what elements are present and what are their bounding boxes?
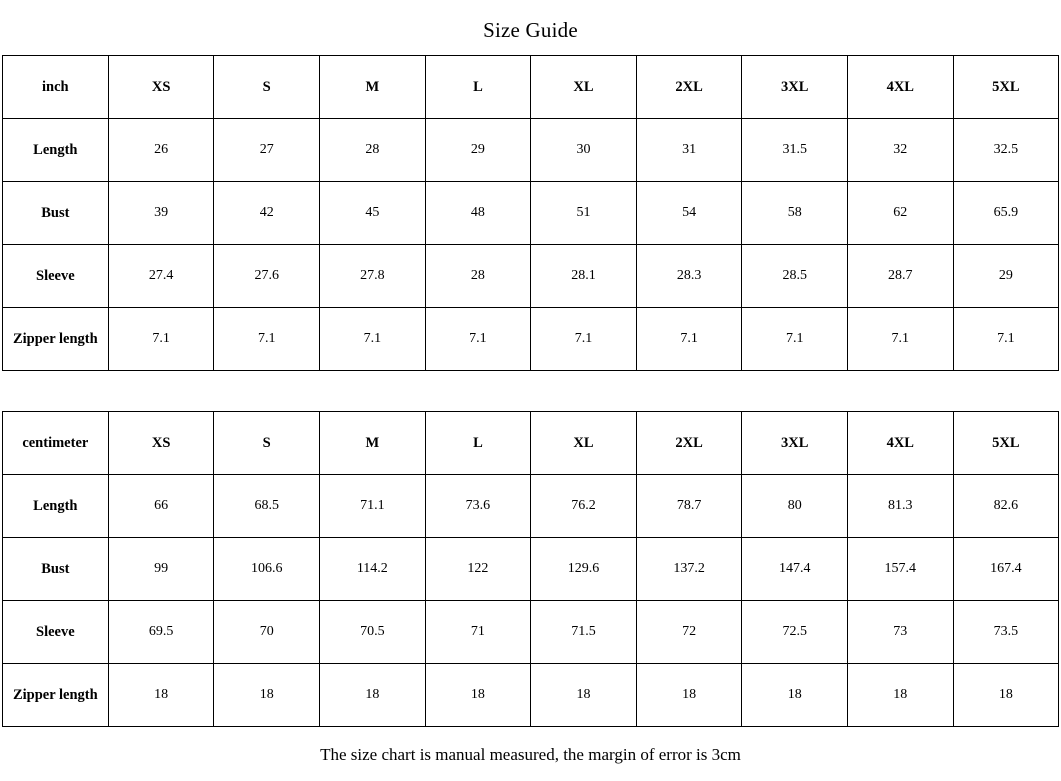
cell-value: 7.1 [636, 308, 742, 371]
cell-value: 27 [214, 119, 320, 182]
size-header-xl: XL [531, 56, 637, 119]
size-header-4xl: 4XL [847, 56, 953, 119]
cell-value: 7.1 [214, 308, 320, 371]
cell-value: 32.5 [953, 119, 1059, 182]
cell-value: 68.5 [214, 475, 320, 538]
table-separator [0, 371, 1061, 411]
cell-value: 66 [108, 475, 214, 538]
size-table-centimeter [2, 411, 1059, 727]
cell-value: 29 [425, 119, 531, 182]
table-row [2, 119, 1058, 182]
cell-value: 7.1 [108, 308, 214, 371]
cell-value: 45 [320, 182, 426, 245]
cell-value: 48 [425, 182, 531, 245]
cell-value: 76.2 [531, 475, 637, 538]
table-header-row [2, 412, 1058, 475]
cell-value: 69.5 [108, 601, 214, 664]
row-label-sleeve: Sleeve [2, 601, 108, 664]
cell-value: 7.1 [742, 308, 848, 371]
row-label-zipper-length: Zipper length [2, 664, 108, 727]
row-label-bust: Bust [2, 538, 108, 601]
measurement-disclaimer: The size chart is manual measured, the margin of error is 3cm [320, 745, 741, 764]
page-title: Size Guide [483, 18, 578, 42]
cell-value: 28.1 [531, 245, 637, 308]
cell-value: 147.4 [742, 538, 848, 601]
size-header-l: L [425, 56, 531, 119]
table-row [2, 245, 1058, 308]
cell-value: 122 [425, 538, 531, 601]
cell-value: 18 [531, 664, 637, 727]
cell-value: 18 [636, 664, 742, 727]
size-header-3xl: 3XL [742, 412, 848, 475]
cell-value: 7.1 [953, 308, 1059, 371]
cell-value: 18 [953, 664, 1059, 727]
cell-value: 28.5 [742, 245, 848, 308]
size-header-5xl: 5XL [953, 56, 1059, 119]
size-header-2xl: 2XL [636, 56, 742, 119]
row-label-length: Length [2, 119, 108, 182]
table-row [2, 182, 1058, 245]
cell-value: 7.1 [320, 308, 426, 371]
cell-value: 82.6 [953, 475, 1059, 538]
table-header-row [2, 56, 1058, 119]
cell-value: 73 [847, 601, 953, 664]
cell-value: 71.1 [320, 475, 426, 538]
cell-value: 28 [425, 245, 531, 308]
size-header-xl: XL [531, 412, 637, 475]
cell-value: 26 [108, 119, 214, 182]
size-header-m: M [320, 56, 426, 119]
row-label-bust: Bust [2, 182, 108, 245]
table-row [2, 601, 1058, 664]
cell-value: 71 [425, 601, 531, 664]
cell-value: 71.5 [531, 601, 637, 664]
size-header-xs: XS [108, 412, 214, 475]
table-row [2, 308, 1058, 371]
cell-value: 18 [214, 664, 320, 727]
cell-value: 58 [742, 182, 848, 245]
cell-value: 42 [214, 182, 320, 245]
cell-value: 73.6 [425, 475, 531, 538]
table-row [2, 538, 1058, 601]
unit-label-centimeter: centimeter [2, 412, 108, 475]
cell-value: 27.8 [320, 245, 426, 308]
size-table-inch [2, 55, 1059, 371]
cell-value: 7.1 [425, 308, 531, 371]
cell-value: 18 [320, 664, 426, 727]
table-row [2, 475, 1058, 538]
cell-value: 80 [742, 475, 848, 538]
cell-value: 167.4 [953, 538, 1059, 601]
cell-value: 65.9 [953, 182, 1059, 245]
cell-value: 28.3 [636, 245, 742, 308]
cell-value: 54 [636, 182, 742, 245]
cell-value: 39 [108, 182, 214, 245]
cell-value: 137.2 [636, 538, 742, 601]
cell-value: 73.5 [953, 601, 1059, 664]
cell-value: 7.1 [531, 308, 637, 371]
size-header-4xl: 4XL [847, 412, 953, 475]
unit-label-inch: inch [2, 56, 108, 119]
cell-value: 28 [320, 119, 426, 182]
cell-value: 157.4 [847, 538, 953, 601]
cell-value: 51 [531, 182, 637, 245]
cell-value: 72.5 [742, 601, 848, 664]
cell-value: 30 [531, 119, 637, 182]
cell-value: 106.6 [214, 538, 320, 601]
row-label-sleeve: Sleeve [2, 245, 108, 308]
size-header-m: M [320, 412, 426, 475]
cell-value: 31 [636, 119, 742, 182]
cell-value: 129.6 [531, 538, 637, 601]
cell-value: 99 [108, 538, 214, 601]
row-label-zipper-length: Zipper length [2, 308, 108, 371]
cell-value: 18 [847, 664, 953, 727]
cell-value: 29 [953, 245, 1059, 308]
size-header-s: S [214, 56, 320, 119]
size-header-l: L [425, 412, 531, 475]
size-header-2xl: 2XL [636, 412, 742, 475]
cell-value: 27.6 [214, 245, 320, 308]
row-label-length: Length [2, 475, 108, 538]
cell-value: 78.7 [636, 475, 742, 538]
cell-value: 62 [847, 182, 953, 245]
cell-value: 114.2 [320, 538, 426, 601]
size-header-xs: XS [108, 56, 214, 119]
cell-value: 18 [425, 664, 531, 727]
cell-value: 7.1 [847, 308, 953, 371]
cell-value: 31.5 [742, 119, 848, 182]
cell-value: 18 [742, 664, 848, 727]
size-header-s: S [214, 412, 320, 475]
cell-value: 18 [108, 664, 214, 727]
size-header-3xl: 3XL [742, 56, 848, 119]
cell-value: 72 [636, 601, 742, 664]
cell-value: 70.5 [320, 601, 426, 664]
size-header-5xl: 5XL [953, 412, 1059, 475]
cell-value: 32 [847, 119, 953, 182]
cell-value: 27.4 [108, 245, 214, 308]
cell-value: 70 [214, 601, 320, 664]
cell-value: 81.3 [847, 475, 953, 538]
cell-value: 28.7 [847, 245, 953, 308]
table-row [2, 664, 1058, 727]
